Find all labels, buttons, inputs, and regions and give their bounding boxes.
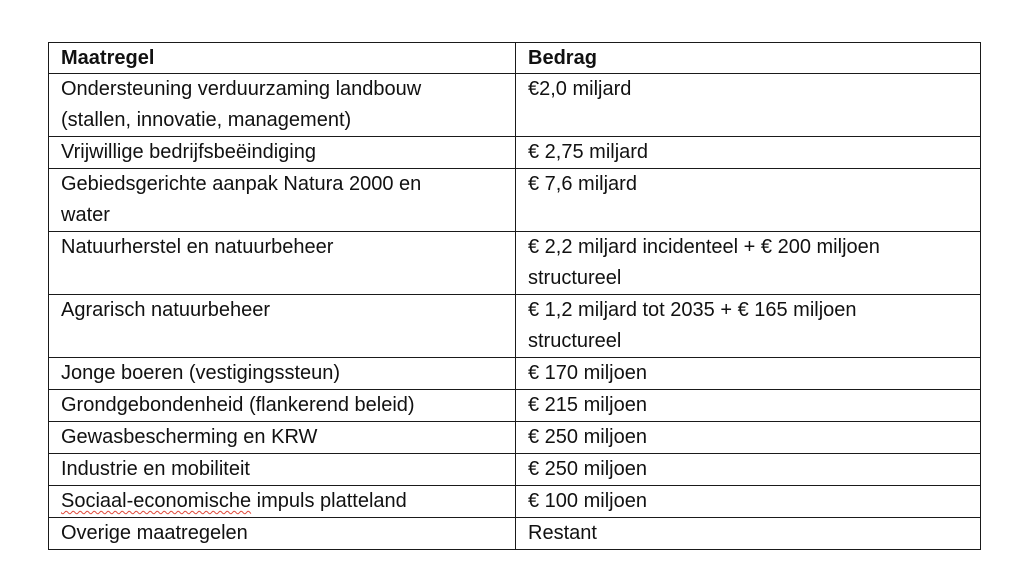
bedrag-cell <box>516 169 981 232</box>
table-row <box>49 358 981 390</box>
cell-line: € 7,6 miljard <box>528 173 637 195</box>
bedrag-cell: € 250 miljoen <box>516 454 981 486</box>
cell-line: Gebiedsgerichte aanpak Natura 2000 en <box>61 173 422 195</box>
table-row <box>49 137 981 169</box>
header-maatregel: Maatregel <box>49 43 516 74</box>
bedrag-cell <box>516 232 981 295</box>
cell-line: € 1,2 miljard tot 2035 + € 165 miljoen <box>528 299 857 321</box>
bedrag-cell: € 100 miljoen <box>516 486 981 518</box>
cell-line: structureel <box>528 267 622 289</box>
table-row <box>49 295 981 358</box>
bedrag-cell: € 215 miljoen <box>516 390 981 422</box>
cell-line: €2,0 miljard <box>528 78 632 100</box>
maatregel-cell: Jonge boeren (vestigingssteun) <box>49 358 516 390</box>
bedrag-cell <box>516 74 981 137</box>
cell-text: impuls platteland <box>251 490 407 512</box>
spellcheck-flagged-word: Sociaal-economische <box>61 490 252 512</box>
table-row <box>49 422 981 454</box>
header-bedrag: Bedrag <box>516 43 981 74</box>
table-row <box>49 486 981 518</box>
cell-line: Natuurherstel en natuurbeheer <box>61 236 334 258</box>
bedrag-cell: € 170 miljoen <box>516 358 981 390</box>
table-row <box>49 390 981 422</box>
maatregel-cell: Vrijwillige bedrijfsbeëindiging <box>49 137 516 169</box>
table-row <box>49 232 981 295</box>
bedrag-cell: € 2,75 miljard <box>516 137 981 169</box>
cell-line: € 2,2 miljard incidenteel + € 200 miljoen <box>528 236 880 258</box>
maatregel-cell: Gewasbescherming en KRW <box>49 422 516 454</box>
table-row <box>49 74 981 137</box>
cell-line: (stallen, innovatie, management) <box>61 109 352 131</box>
cell-line: water <box>61 204 110 226</box>
maatregel-cell <box>49 169 516 232</box>
bedrag-cell <box>516 295 981 358</box>
maatregel-cell <box>49 74 516 137</box>
maatregel-cell <box>49 232 516 295</box>
maatregel-cell: Industrie en mobiliteit <box>49 454 516 486</box>
cell-line: structureel <box>528 330 622 352</box>
cell-line: Agrarisch natuurbeheer <box>61 299 271 321</box>
maatregel-cell: Grondgebondenheid (flankerend beleid) <box>49 390 516 422</box>
maatregel-cell <box>49 295 516 358</box>
bedrag-cell: € 250 miljoen <box>516 422 981 454</box>
cell-line: Ondersteuning verduurzaming landbouw <box>61 78 422 100</box>
maatregel-cell <box>49 486 516 518</box>
bedrag-cell: Restant <box>516 518 981 550</box>
table-row <box>49 518 981 550</box>
maatregel-cell: Overige maatregelen <box>49 518 516 550</box>
table-row <box>49 454 981 486</box>
measures-table <box>48 42 981 550</box>
table-header-row <box>49 43 981 74</box>
table-row <box>49 169 981 232</box>
